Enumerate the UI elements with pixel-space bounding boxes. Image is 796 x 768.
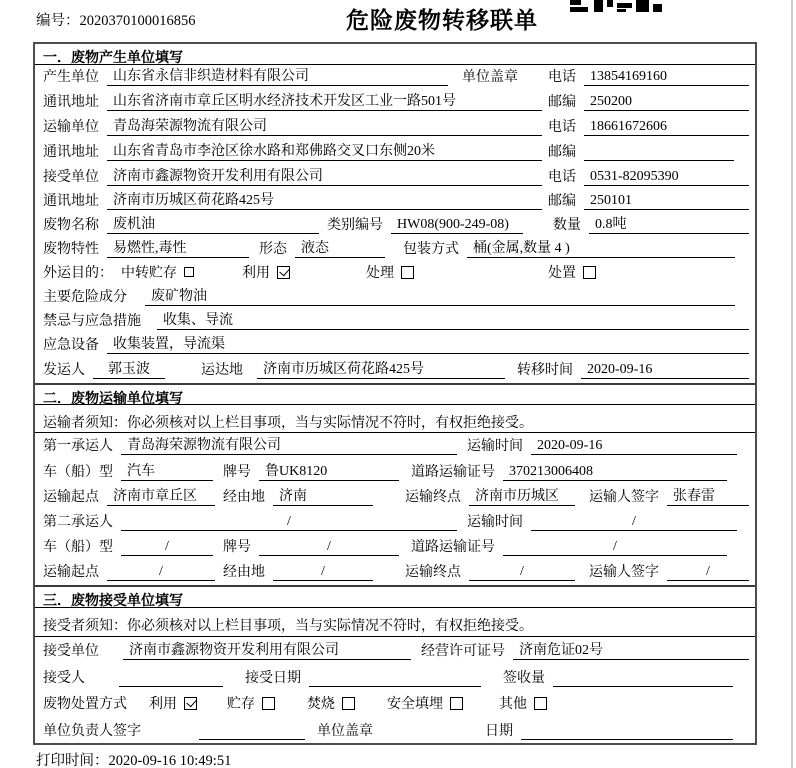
phone-label: 电话	[548, 170, 576, 185]
field-waste-character	[35, 238, 755, 262]
origin-label: 运输起点	[43, 490, 99, 505]
unit-seal-label: 单位盖章	[317, 724, 373, 739]
phone-label: 电话	[548, 120, 576, 135]
print-time-value: 2020-09-16 10:49:51	[108, 753, 232, 768]
field-main-hazard	[35, 286, 755, 310]
permit-value: 济南危证02号	[513, 639, 749, 660]
page-title: 危险废物转移联单	[346, 7, 538, 33]
serial-label: 编号：	[36, 13, 80, 29]
option-label: 处置	[548, 266, 576, 281]
receiver-label: 接受单位	[43, 170, 99, 185]
field-shipper	[35, 358, 755, 383]
transfer-time-value: 2020-09-16	[581, 362, 749, 379]
address-value: 山东省济南市章丘区明水经济技术开发区工业一路501号	[107, 90, 542, 111]
transporter-notice: 运输者须知：你必须核对以上栏目事项，当与实际情况不符时，有权拒绝接受。	[35, 405, 755, 433]
carrier-value: /	[121, 514, 457, 531]
packing-label: 包装方式	[403, 242, 459, 257]
zip-value: 250101	[584, 193, 749, 210]
carrier-signature-value: 张春雷	[667, 485, 749, 506]
purpose-label: 外运目的：	[43, 266, 113, 281]
origin-label: 运输起点	[43, 565, 99, 580]
packing-value: 桶(金属,数量 4 )	[467, 238, 735, 258]
option-landfill	[387, 693, 463, 713]
responsible-signature-label: 单位负责人签字	[43, 724, 141, 739]
destination-value: 济南市历城区荷花路425号	[257, 358, 505, 379]
unit-seal-label: 单位盖章	[462, 70, 518, 85]
via-label: 经由地	[223, 565, 265, 580]
option-dispose	[548, 262, 596, 282]
field-responsible-signature	[35, 717, 755, 744]
checkbox-other	[534, 697, 547, 710]
zip-label: 邮编	[548, 95, 576, 110]
checkbox-incineration	[342, 697, 355, 710]
option-label: 利用	[242, 266, 270, 281]
hazard-label: 主要危险成分	[43, 290, 127, 305]
quantity-value: 0.8吨	[589, 214, 749, 234]
receiver-value: 济南市鑫源物资开发利用有限公司	[107, 165, 542, 186]
field-vehicle-type-2	[35, 535, 755, 560]
transfer-time-label: 转移时间	[517, 363, 573, 378]
road-license-label: 道路运输证号	[411, 540, 495, 555]
transport-time-label: 运输时间	[467, 515, 523, 530]
recipient-label: 接受人	[43, 671, 85, 686]
field-route-1	[35, 485, 755, 510]
field-generator-unit	[35, 65, 755, 90]
origin-value: 济南市章丘区	[107, 485, 215, 506]
field-transfer-purpose	[35, 262, 755, 286]
character-value: 易燃性,毒性	[107, 238, 249, 258]
via-value: /	[273, 564, 373, 581]
received-qty-value	[553, 670, 733, 687]
field-first-carrier	[35, 433, 755, 459]
carrier-value: 青岛海荣源物流有限公司	[121, 434, 457, 455]
field-emergency-equipment	[35, 334, 755, 358]
field-generator-address	[35, 90, 755, 115]
option-storage	[227, 693, 275, 713]
category-label: 类别编号	[327, 218, 383, 233]
transporter-value: 青岛海荣源物流有限公司	[107, 115, 542, 136]
quantity-label: 数量	[553, 218, 581, 233]
qr-code-fragment	[570, 0, 662, 12]
disposal-label: 废物处置方式	[43, 697, 127, 712]
waste-name-label: 废物名称	[43, 218, 99, 233]
plate-value: 鲁UK8120	[259, 460, 399, 481]
equipment-label: 应急设备	[43, 338, 99, 353]
checkbox-storage	[262, 697, 275, 710]
generator-label: 产生单位	[43, 70, 99, 85]
terminus-label: 运输终点	[405, 565, 461, 580]
permit-label: 经营许可证号	[421, 644, 505, 659]
option-transit-storage	[121, 262, 194, 282]
address-value: 山东省青岛市李沧区徐水路和郑佛路交叉口东侧20米	[107, 140, 542, 161]
carrier-signature-label: 运输人签字	[589, 490, 659, 505]
origin-value: /	[107, 564, 215, 581]
option-label: 贮存	[227, 697, 255, 712]
receipt-date-label: 接受日期	[245, 671, 301, 686]
checkbox-use	[184, 697, 197, 710]
field-emergency-measures	[35, 310, 755, 334]
field-disposal-method	[35, 691, 755, 717]
section3-header: 三．废物接受单位填写	[35, 585, 755, 608]
field-transport-unit	[35, 115, 755, 140]
address-label: 通讯地址	[43, 194, 99, 209]
shipper-label: 发运人	[43, 363, 85, 378]
option-incineration	[307, 693, 355, 713]
print-time-label: 打印时间：	[36, 753, 109, 768]
section1-header: 一．废物产生单位填写	[35, 44, 755, 65]
date-value	[521, 723, 733, 740]
checkbox-treat	[401, 266, 414, 279]
option-label: 焚烧	[307, 697, 335, 712]
checkbox-dispose	[583, 266, 596, 279]
zip-value	[584, 144, 734, 161]
transport-time-value: /	[531, 514, 737, 531]
phone-value: 0531-82095390	[584, 169, 749, 186]
zip-label: 邮编	[548, 194, 576, 209]
option-treat	[366, 262, 414, 282]
address-label: 通讯地址	[43, 95, 99, 110]
option-label: 中转贮存	[121, 266, 177, 281]
form-label: 形态	[259, 242, 287, 257]
character-label: 废物特性	[43, 242, 99, 257]
hazard-value: 废矿物油	[145, 286, 735, 306]
field-waste-name	[35, 214, 755, 238]
receiving-unit-value: 济南市鑫源物资开发利用有限公司	[123, 639, 411, 660]
field-transport-address	[35, 140, 755, 165]
via-label: 经由地	[223, 490, 265, 505]
shipper-value: 郭玉波	[93, 358, 165, 379]
option-use	[242, 262, 290, 282]
zip-value: 250200	[584, 94, 749, 111]
vehicle-type-value: /	[121, 539, 213, 556]
emergency-value: 收集、导流	[157, 310, 749, 330]
carrier-signature-label: 运输人签字	[589, 565, 659, 580]
waste-name-value: 废机油	[107, 214, 319, 234]
checkbox-landfill	[450, 697, 463, 710]
option-label: 利用	[149, 697, 177, 712]
form-value: 液态	[295, 238, 385, 258]
vehicle-type-label: 车（船）型	[43, 540, 113, 555]
address-value: 济南市历城区荷花路425号	[107, 190, 542, 210]
field-receiving-unit	[35, 637, 755, 664]
phone-label: 电话	[548, 70, 576, 85]
responsible-signature-value	[199, 723, 305, 740]
field-route-2	[35, 560, 755, 585]
category-value: HW08(900-249-08)	[391, 217, 523, 234]
generator-value: 山东省永信非织造材料有限公司	[107, 65, 448, 86]
checkbox-transit-storage	[184, 267, 194, 277]
terminus-value: /	[469, 564, 575, 581]
receiving-unit-label: 接受单位	[43, 644, 99, 659]
section2-header: 二．废物运输单位填写	[35, 383, 755, 405]
transport-time-label: 运输时间	[467, 439, 523, 454]
manifest-form	[33, 42, 757, 745]
road-license-label: 道路运输证号	[411, 465, 495, 480]
received-qty-label: 签收量	[503, 671, 545, 686]
print-time	[36, 749, 231, 768]
destination-label: 运达地	[201, 363, 243, 378]
plate-label: 牌号	[223, 540, 251, 555]
serial-value: 2020370100016856	[79, 13, 196, 29]
page-edge-line	[791, 0, 793, 768]
phone-value: 18661672606	[584, 119, 749, 136]
carrier-label: 第二承运人	[43, 515, 113, 530]
road-license-value: 370213006408	[503, 464, 727, 481]
field-receiver-address	[35, 190, 755, 214]
carrier-signature-value: /	[667, 564, 749, 581]
road-license-value: /	[503, 539, 727, 556]
option-other	[499, 693, 547, 713]
transporter-label: 运输单位	[43, 120, 99, 135]
option-label: 安全填埋	[387, 697, 443, 712]
option-use	[149, 693, 197, 713]
vehicle-type-label: 车（船）型	[43, 465, 113, 480]
via-value: 济南	[273, 485, 373, 506]
zip-label: 邮编	[548, 145, 576, 160]
option-label: 其他	[499, 697, 527, 712]
date-label: 日期	[485, 724, 513, 739]
equipment-value: 收集装置，导流渠	[107, 334, 749, 354]
phone-value: 13854169160	[584, 69, 749, 86]
terminus-label: 运输终点	[405, 490, 461, 505]
receiver-notice: 接受者须知：你必须核对以上栏目事项，当与实际情况不符时，有权拒绝接受。	[35, 608, 755, 637]
checkbox-use	[277, 266, 290, 279]
option-label: 处理	[366, 266, 394, 281]
field-vehicle-type-1	[35, 459, 755, 485]
field-receiver-unit	[35, 165, 755, 190]
field-recipient	[35, 664, 755, 691]
receipt-date-value	[309, 670, 481, 687]
terminus-value: 济南市历城区	[469, 485, 575, 506]
recipient-value	[119, 670, 223, 687]
field-second-carrier	[35, 510, 755, 535]
transport-time-value: 2020-09-16	[531, 438, 737, 455]
emergency-label: 禁忌与应急措施	[43, 314, 141, 329]
carrier-label: 第一承运人	[43, 439, 113, 454]
plate-label: 牌号	[223, 465, 251, 480]
address-label: 通讯地址	[43, 145, 99, 160]
plate-value: /	[259, 539, 399, 556]
vehicle-type-value: 汽车	[121, 460, 213, 481]
